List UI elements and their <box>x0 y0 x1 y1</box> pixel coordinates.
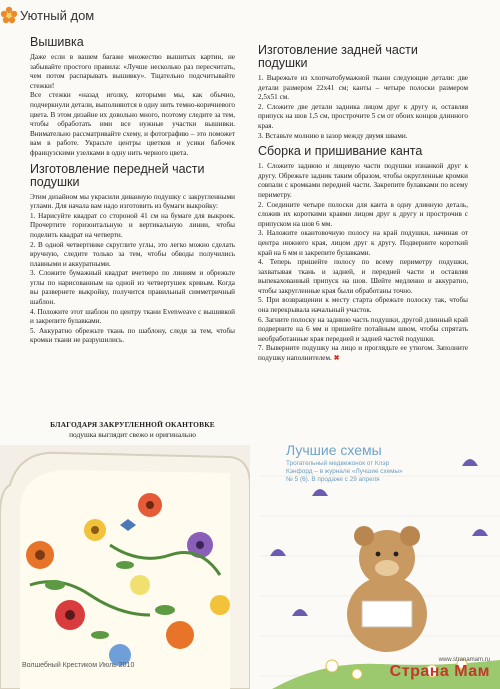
footer-text: Волшебный Крестиком Июль 2010 <box>22 662 135 669</box>
heading-front-part: Изготовление передней части подушки <box>30 161 205 189</box>
right-column <box>258 44 468 364</box>
flower-icon <box>0 6 18 24</box>
step-item: 4. Теперь пришейте полосу по всему периметру подушки, захватывая ткань и задней, и передней части и оставляя выпекахованный припуск на шов. Шейте медленно и аккуратно, чтобы закругленные края были обработаны точно. <box>258 258 468 295</box>
step-item: 2. В одной четвертинке скруглите углы, это легко можно сделать вручную, следите только за тем, чтобы обводы получились плавными и аккуратными. <box>30 240 235 268</box>
step-item: 2. Сложите две детали задника лицом друг к другу и, оставляя припуск на шов 1,5 см, прострочите 5 см от обоих концов длинного края. <box>258 102 468 130</box>
step-item <box>258 344 468 363</box>
heading-back-part: Изготовление задней части подушки <box>258 43 418 70</box>
caption-title: БЛАГОДАРЯ ЗАКРУГЛЕННОЙ ОКАНТОВКЕ <box>50 420 215 429</box>
left-column <box>30 36 235 346</box>
watermark-url: www.stranamam.ru <box>438 657 490 663</box>
pillow-illustration <box>0 445 250 689</box>
step-item: 1. Нарисуйте квадрат со стороной 41 см на бумаге для выкроек. Прочертите горизонтальную и вертикальную линии, чтобы поделить квадрат на четверти. <box>30 211 235 239</box>
heading-embroidery: Вышивка <box>30 35 84 49</box>
step-item: 1. Сложите заднюю и лицевую части подушки изнанкой друг к другу. Обрежьте задник таким образом, чтобы округленные кромки совпали с кромками передней части. Закрепите булавками по всему периметру. <box>258 162 468 199</box>
watermark-logo: Страна Мам <box>389 663 490 680</box>
step-item: 5. Аккуратно обрежьте ткань по шаблону, следя за тем, чтобы кромки ткани не разрушились. <box>30 326 235 345</box>
step-item: 1. Вырежьте из хлопчатобумажной ткани следующие детали: две детали размером 22х41 см; канты – четыре полоски размером 2,5х51 см. <box>258 74 468 102</box>
page-header <box>0 0 500 30</box>
step-item: 6. Загните полоску на заднюю часть подушки, другой длинный край подверните на 6 мм и пришейте потайным швом, чтобы спрятать необработанные края передней и задней частей подушки. <box>258 315 468 343</box>
promo-text: Трогательный медвежонок от Клэр Кэнфорд – в журнале «Лучшие схемы» № 5 (6). В продаже с 29 апреля <box>286 460 403 484</box>
photo-caption <box>30 420 235 440</box>
step-item: 3. Вставьте молнию в зазор между двумя швами. <box>258 131 408 140</box>
paragraph: Даже если в вашем багаже множество вышитых картин, не забывайте простого правила: «Лучше несколько раз пересчитать, чем потом распарывать вышивку». Тщательно подсчитывайте стежки! <box>30 53 235 90</box>
promo-title: Лучшие схемы <box>286 442 382 458</box>
end-mark-icon: ✖ <box>333 354 340 363</box>
step-item: 3. Сложите бумажный квадрат вчетверо по линиям и обрежьте углы по нарисованным на одной из четвертушек кривым. Когда вы развернете выкройку, получится правильный симметричный шаблон. <box>30 269 235 307</box>
paragraph: Этим дизайном мы украсили диванную подушку с закругленными углами. Для начала вам надо изготовить из бумаги выкройку: <box>30 192 235 211</box>
watermark <box>390 657 490 681</box>
pillow-photo <box>0 445 250 689</box>
final-step-text: 7. Выверните подушку на лицо и проглядьте ее утюгом. Заполните подушку наполнителем. <box>258 344 468 363</box>
step-item: 2. Соедините четыре полоски для канта в одну длинную деталь, сложив их короткими краями лицом друг к другу и прострочив с припуском на шов 6 мм. <box>258 200 468 228</box>
heading-assembly: Сборка и пришивание канта <box>258 144 423 159</box>
step-item: 4. Положите этот шаблон по центру ткани Evenweave с вышивкой и закрепите булавками. <box>30 307 235 326</box>
promo-box <box>286 442 406 485</box>
section-brand: Уютный дом <box>20 8 95 23</box>
paragraph: Все стежки «назад иголку, которыми мы, как обычно, подчеркнули детали, выполняются в одну нить темно-коричневого цвета. В этом дизайне их довольно много, поэтому следите за тем, чтобы обработать ими все нужные участки вышивки. Внимательно рассматривайте схему, и фотографию – это поможет вам в работе. Украсьте центры цветков и усики бабочек французскими узелками в одну нить черного цвета. <box>30 91 235 157</box>
step-item: 3. Наложите окантовочную полосу на край подушки, начиная от центра нижнего края, лицом друг к другу. Подверните короткий край на 6 мм и закрепите булавками. <box>258 229 468 257</box>
caption-subtitle: подушка выглядит свежо и оригинально <box>69 430 196 439</box>
step-item: 5. При возвращении к месту старта обрежьте полоску так, чтобы она перекрывала начальный участок. <box>258 296 468 315</box>
